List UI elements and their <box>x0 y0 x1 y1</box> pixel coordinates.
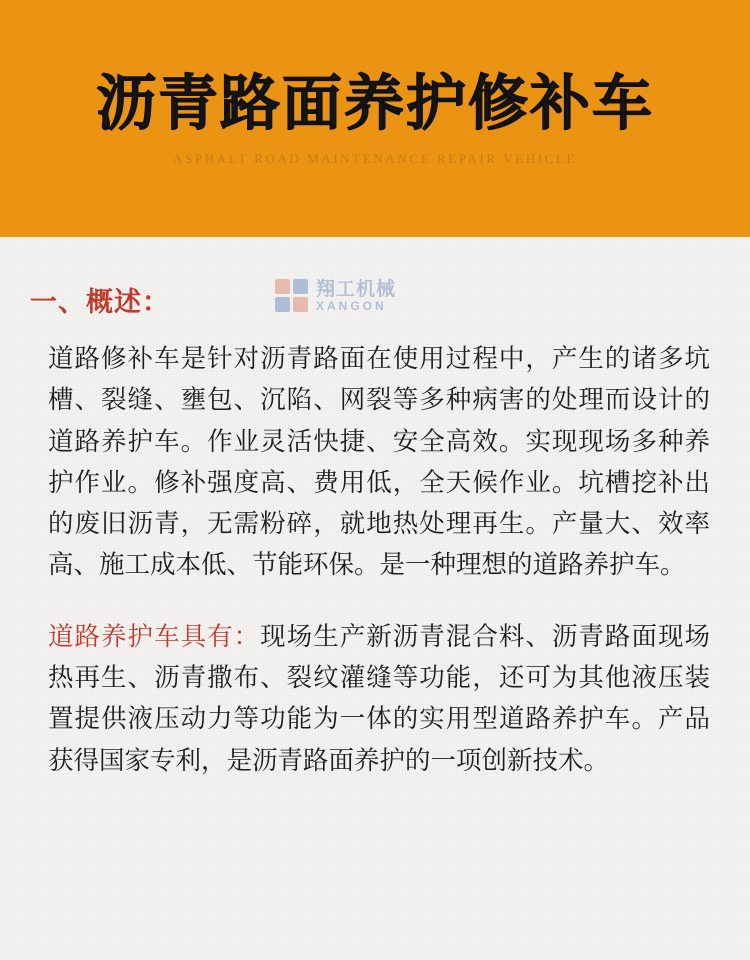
header-banner <box>0 0 750 237</box>
content-area <box>0 237 750 960</box>
paragraph-lead: 道路养护车具有： <box>48 621 261 652</box>
overview-paragraph-1: 道路修补车是针对沥青路面在使用过程中，产生的诸多坑槽、裂缝、壅包、沉陷、网裂等多种病害的处理而设计的道路养护车。作业灵活快捷、安全高效。实现现场多种养护作业。修补强度高、费用低，全天候作业。坑槽挖补出的废旧沥青，无需粉碎，就地热处理再生。产量大、效率高、施工成本低、节能环保。是一种理想的道路养护车。 <box>48 344 710 581</box>
brand-text <box>316 277 397 313</box>
brand-name-en: XANGON <box>316 298 387 313</box>
page-subtitle: ASPHALT ROAD MAINTENANCE REPAIR VEHICLE <box>172 150 578 166</box>
overview-paragraph-2 <box>30 617 720 782</box>
section-heading: 一、概述： <box>30 286 170 318</box>
section-header <box>30 277 720 321</box>
brand-watermark <box>275 279 396 313</box>
page-title: 沥青路面养护修补车 <box>96 68 654 139</box>
paragraph-body: 现场生产新沥青混合料、沥青路面现场热再生、沥青撒布、裂纹灌缝等功能，还可为其他液压装置提供液压动力等功能为一体的实用型道路养护车。产品获得国家专利，是沥青路面养护的一项创新技术。 <box>48 621 710 776</box>
brand-name-cn: 翔工机械 <box>316 277 397 300</box>
logo-icon <box>275 279 309 313</box>
